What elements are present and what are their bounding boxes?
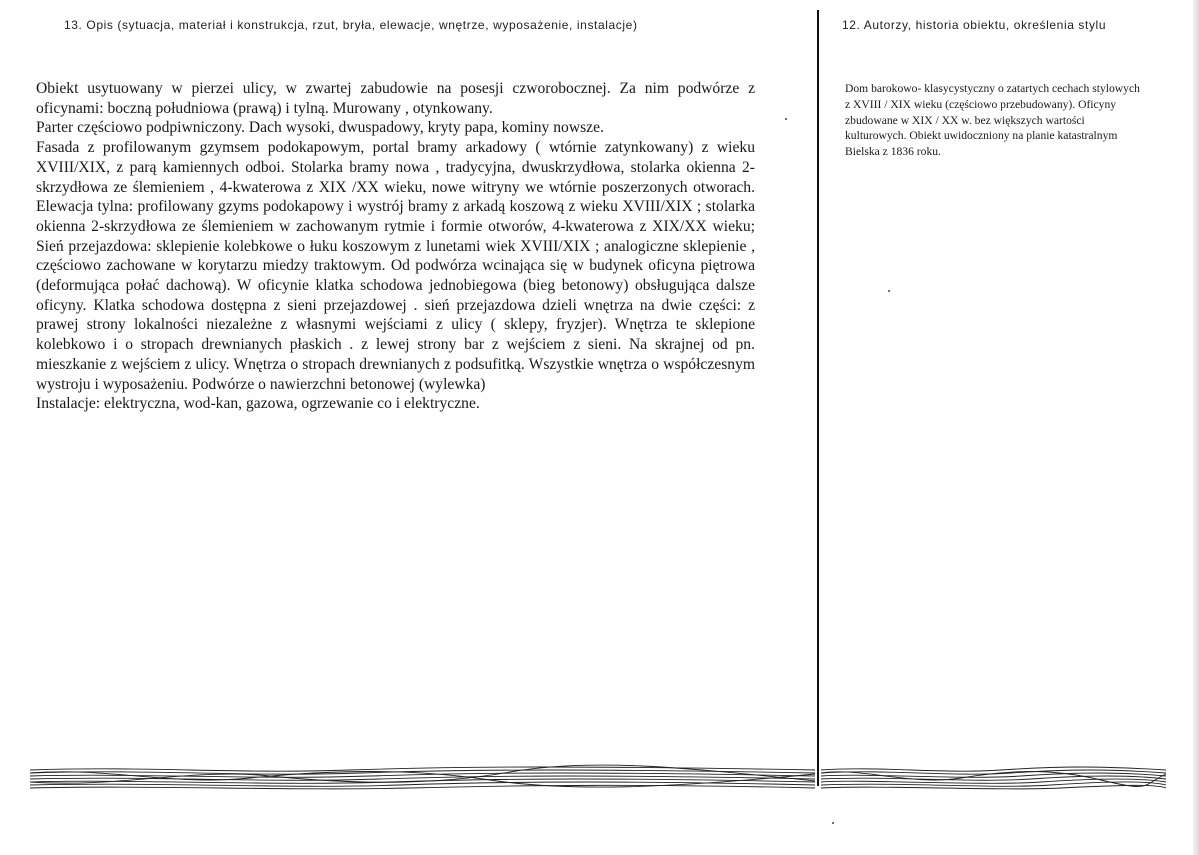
scan-speck [785,118,787,120]
description-paragraph: Instalacje: elektryczna, wod-kan, gazowa, ogrzewanie co i elektryczne. [36,395,480,413]
guilloche-band-right [821,764,1166,792]
column-divider [817,10,819,786]
description-paragraph: Parter częściowo podpiwniczony. Dach wysoki, dwuspadowy, kryty papa, kominy nowsze. [36,119,604,137]
scan-edge [1193,0,1199,855]
guilloche-pattern [821,764,1166,792]
section-12-header: 12. Autorzy, historia obiektu, określenia stylu [842,18,1107,32]
description-paragraph: Obiekt usytuowany w pierzei ulicy, w zwartej zabudowie na posesji czworobocznej. Za nim podwórze z oficynami: boczną południowa (prawą) i tylną. Murowany , otynkowany. [36,80,755,117]
scan-speck [832,822,834,824]
description-paragraph: Fasada z profilowanym gzymsem podokapowym, portal bramy arkadowy ( wtórnie zatynkowany) z wieku XVIII/XIX, z parą kamiennych odboi. Stolarka bramy nowa , tradycyjna, dwuskrzydłowa, stolarka okienna 2-skrzydłowa ze ślemieniem , 4-kwaterowa z XIX /XX wieku, nowe witryny we wtórnie poszerzonych otworach. Elewacja tylna: profilowany gzyms podokapowy i wystrój bramy z arkadą koszową z wieku XVIII/XIX ; stolarka okienna 2-skrzydłowa ze ślemieniem w zachowanym rytmie i formie otworów, 4-kwaterowa z XIX/XX wieku; Sień przejazdowa: sklepienie kolebkowe o łuku koszowym z lunetami wiek XVIII/XIX ; analogiczne sklepienie , częściowo zachowane w korytarzu miedzy traktowym. Od podwórza wcinająca się w budynek oficyna piętrowa (deformująca połać dachową). W oficynie klatka schodowa jednobiegowa (bieg betonowy) obsługująca dalsze oficyny. Klatka schodowa dostępna z sieni przejazdowej . sień przejazdowa dzieli wnętrza na dwie części: z prawej strony lokalności niezależne z własnymi wejściami z ulicy ( sklepy, fryzjer). Wnętrza te sklepione kolebkowo i o stropach drewnianych płaskich . z lewej strony bar z wejściem z sieni. Na skrajnej od pn. mieszkanie z wejściem z ulicy. Wnętrza o stropach drewnianych z podsufitką. Wszystkie wnętrza o współczesnym wystroju i wyposażeniu. Podwórze o nawierzchni betonowej (wylewka) [36,139,755,393]
description-text [36,79,755,414]
guilloche-pattern [30,764,815,792]
history-text: Dom barokowo- klasycystyczny o zatartych cechach stylowych z XVIII / XIX wieku (częściowo przebudowany). Oficyny zbudowane w XIX / XX w. bez większych wartości kulturowych. Obiekt uwidoczniony na planie katastralnym Bielska z 1836 roku. [845,82,1140,159]
guilloche-band-left [30,764,815,792]
section-13-header: 13. Opis (sytuacja, materiał i konstrukcja, rzut, bryła, elewacje, wnętrze, wyposażenie, instalacje) [64,18,638,32]
scan-speck [888,290,890,292]
